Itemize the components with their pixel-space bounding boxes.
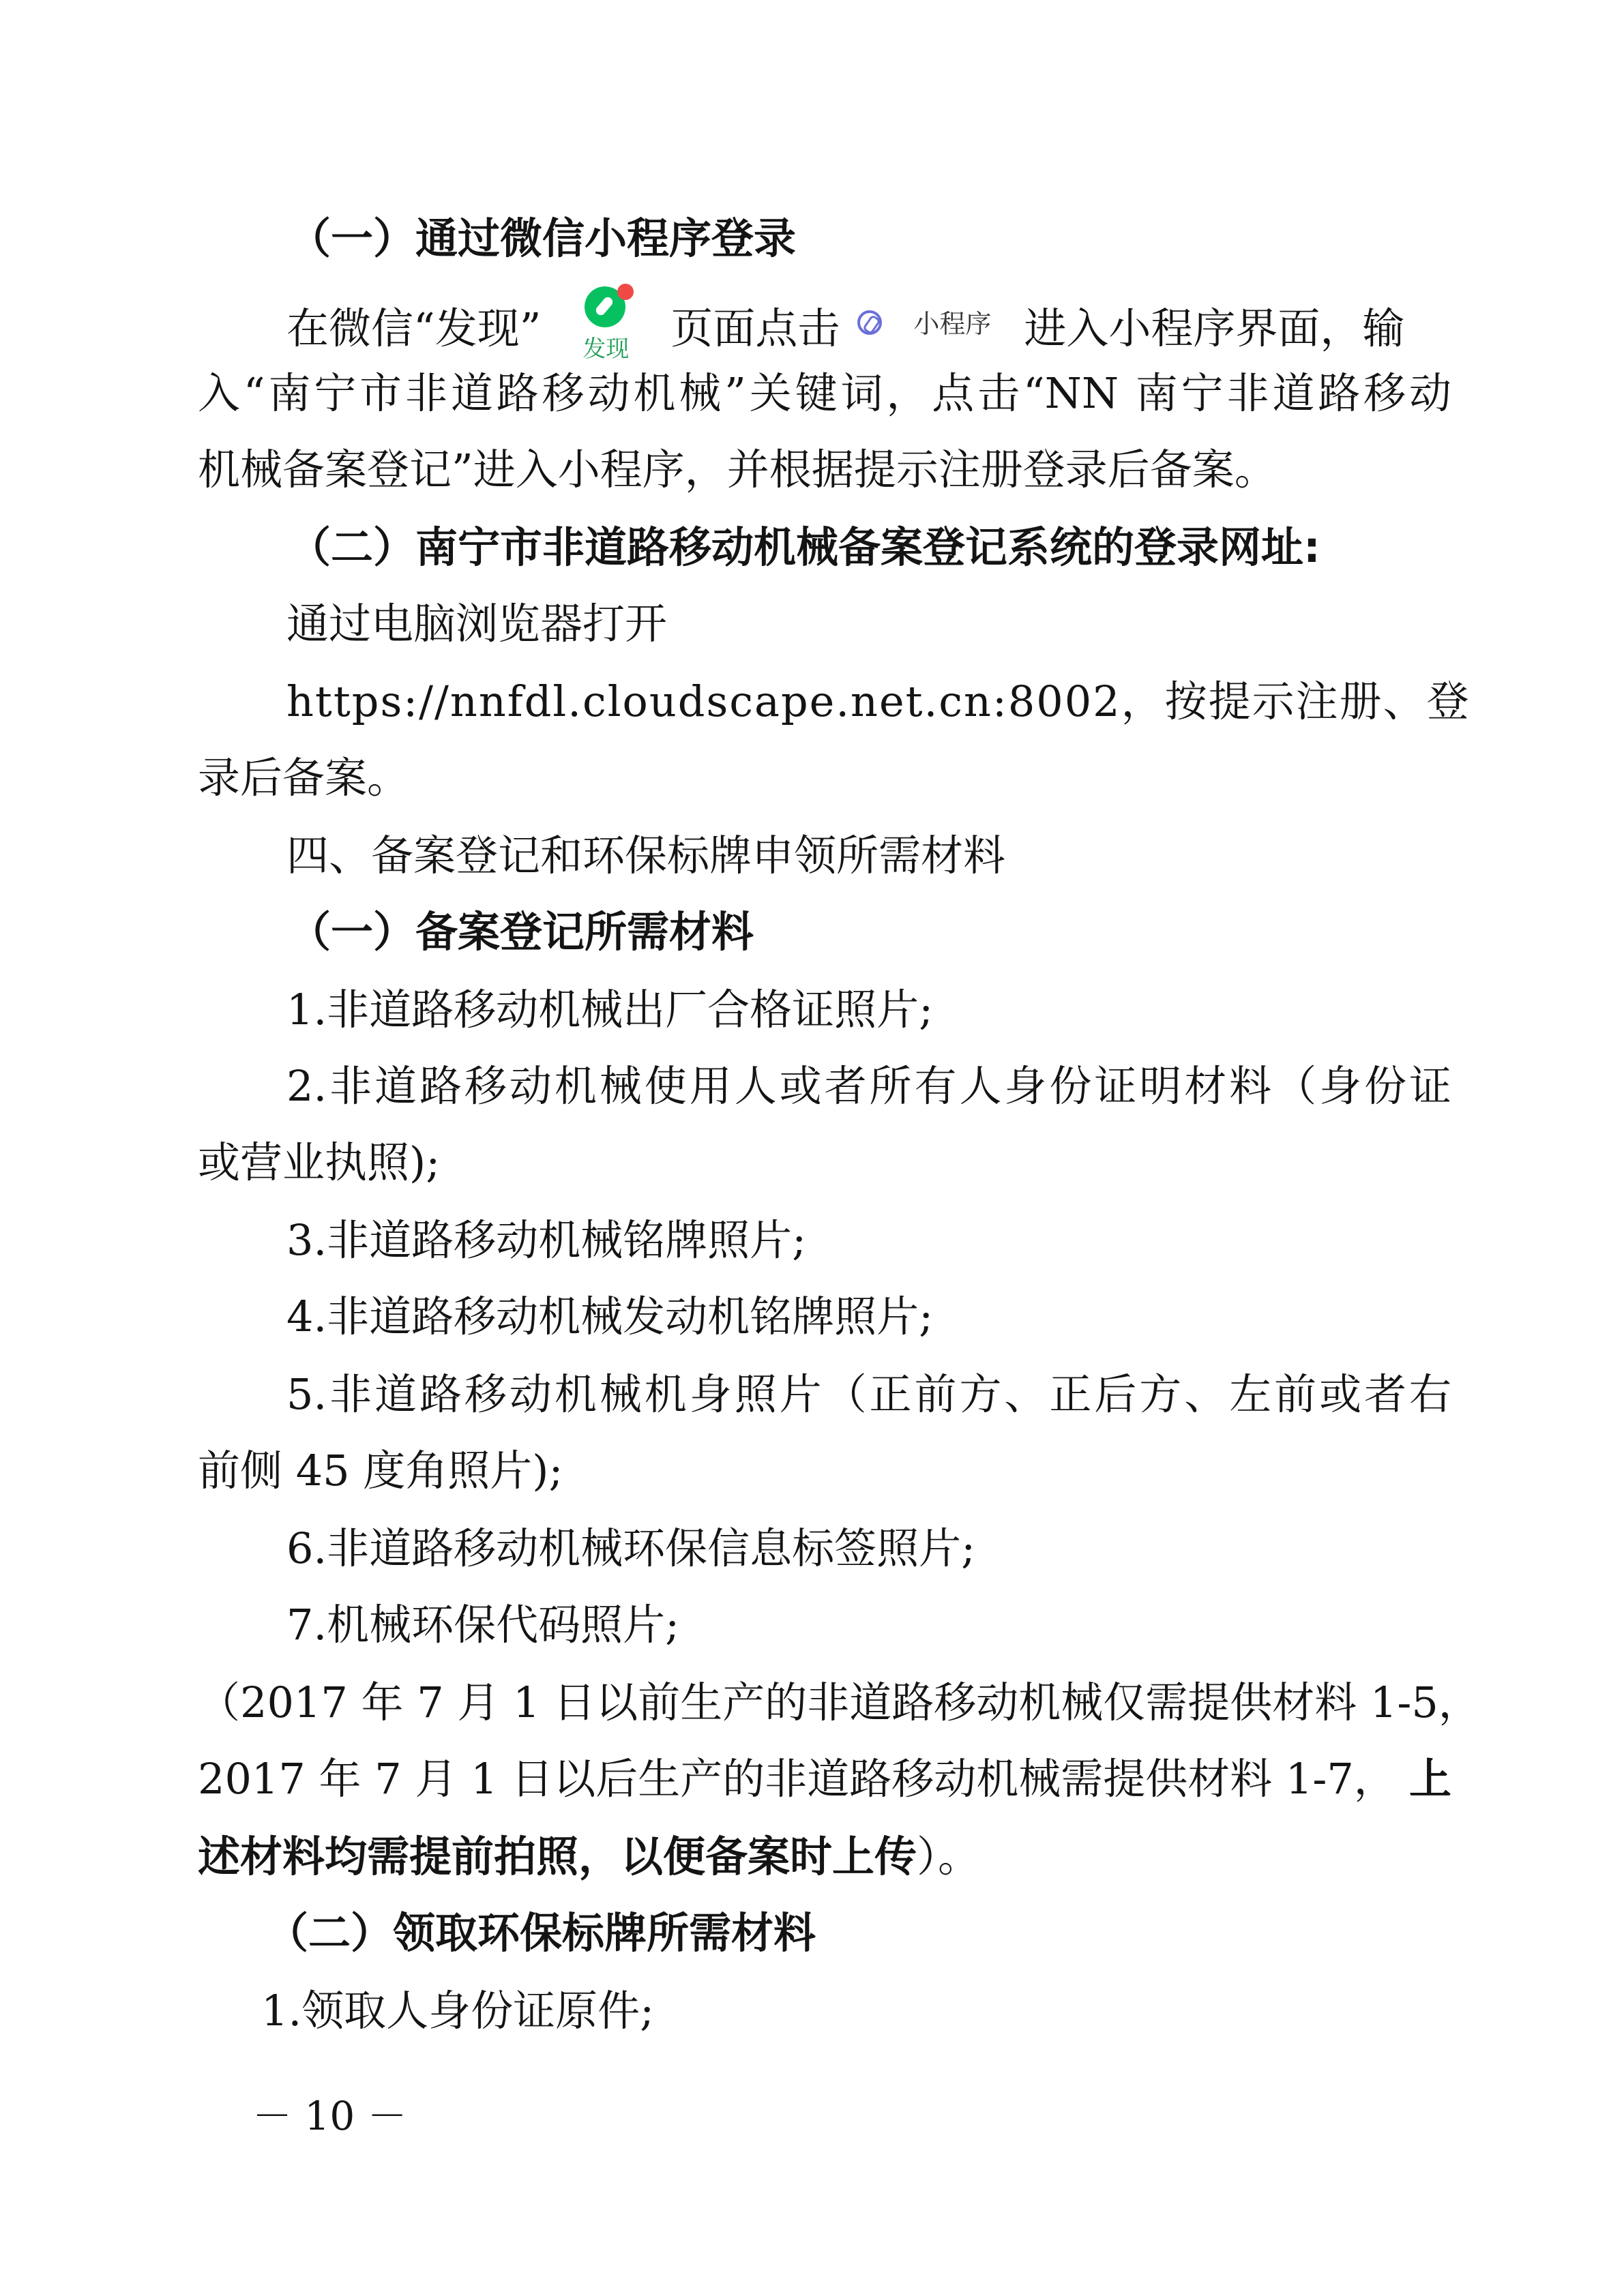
discover-icon-label: 发现	[582, 336, 630, 363]
miniprogram-icon	[853, 303, 1010, 344]
wechat-paragraph-line-2: 入“南宁市非道路移动机械”关键词，点击“NN 南宁非道路移动	[198, 368, 1451, 418]
materials-sub2-heading: （二）领取环保标牌所需材料	[266, 1908, 816, 1958]
material-item-5-line-2: 前侧 45 度角照片);	[198, 1446, 563, 1495]
page-number: － 10 －	[252, 2093, 407, 2139]
material-item-4: 4.非道路移动机械发动机铭牌照片;	[286, 1292, 934, 1341]
materials-note-line-2-bold: 上	[1408, 1754, 1451, 1804]
materials-sub2-item-1: 1.领取人身份证原件;	[261, 1986, 655, 2036]
material-item-2-line-1: 2.非道路移动机械使用人或者所有人身份证明材料（身份证	[286, 1061, 1451, 1111]
material-item-7: 7.机械环保代码照片;	[286, 1600, 680, 1650]
material-item-1: 1.非道路移动机械出厂合格证照片;	[286, 985, 934, 1034]
material-item-2-line-2: 或营业执照);	[198, 1137, 441, 1187]
web-line-1: 通过电脑浏览器打开	[286, 599, 668, 648]
web-url-line: https://nnfdl.cloudscape.net.cn:8002，按提示注册、登	[286, 676, 1471, 726]
wechat-heading: （一）通过微信小程序登录	[289, 213, 797, 263]
materials-note-line-3-end: ）。	[917, 1832, 981, 1881]
web-heading: （二）南宁市非道路移动机械备案登记系统的登录网址:	[289, 522, 1320, 572]
material-item-3: 3.非道路移动机械铭牌照片;	[286, 1215, 807, 1265]
material-item-5-line-1: 5.非道路移动机械机身照片（正前方、正后方、左前或者右	[286, 1369, 1451, 1419]
materials-note-line-1: （2017 年 7 月 1 日以前生产的非道路移动机械仅需提供材料 1-5，	[198, 1678, 1481, 1727]
wechat-text-b: 页面点击	[670, 303, 840, 354]
wechat-paragraph-line-1	[286, 288, 1405, 363]
materials-note-line-3	[198, 1830, 980, 1884]
materials-heading: 四、备案登记和环保标牌申领所需材料	[286, 831, 1006, 880]
web-line-3: 录后备案。	[198, 753, 410, 803]
materials-note-line-2	[198, 1752, 1451, 1806]
miniprogram-icon-label: 小程序	[913, 309, 992, 339]
wechat-discover-icon	[555, 284, 657, 372]
wechat-text-c: 进入小程序界面，输	[1024, 303, 1405, 354]
wechat-paragraph-line-3: 机械备案登记”进入小程序，并根据提示注册登录后备案。	[198, 445, 1277, 494]
material-item-6: 6.非道路移动机械环保信息标签照片;	[286, 1523, 976, 1573]
materials-sub1-heading: （一）备案登记所需材料	[289, 907, 754, 957]
wechat-text-a: 在微信“发现”	[286, 303, 542, 354]
materials-note-line-3-bold: 述材料均需提前拍照，以便备案时上传	[198, 1832, 917, 1881]
materials-note-line-2-text: 2017 年 7 月 1 日以后生产的非道路移动机械需提供材料 1-7，	[198, 1754, 1396, 1804]
